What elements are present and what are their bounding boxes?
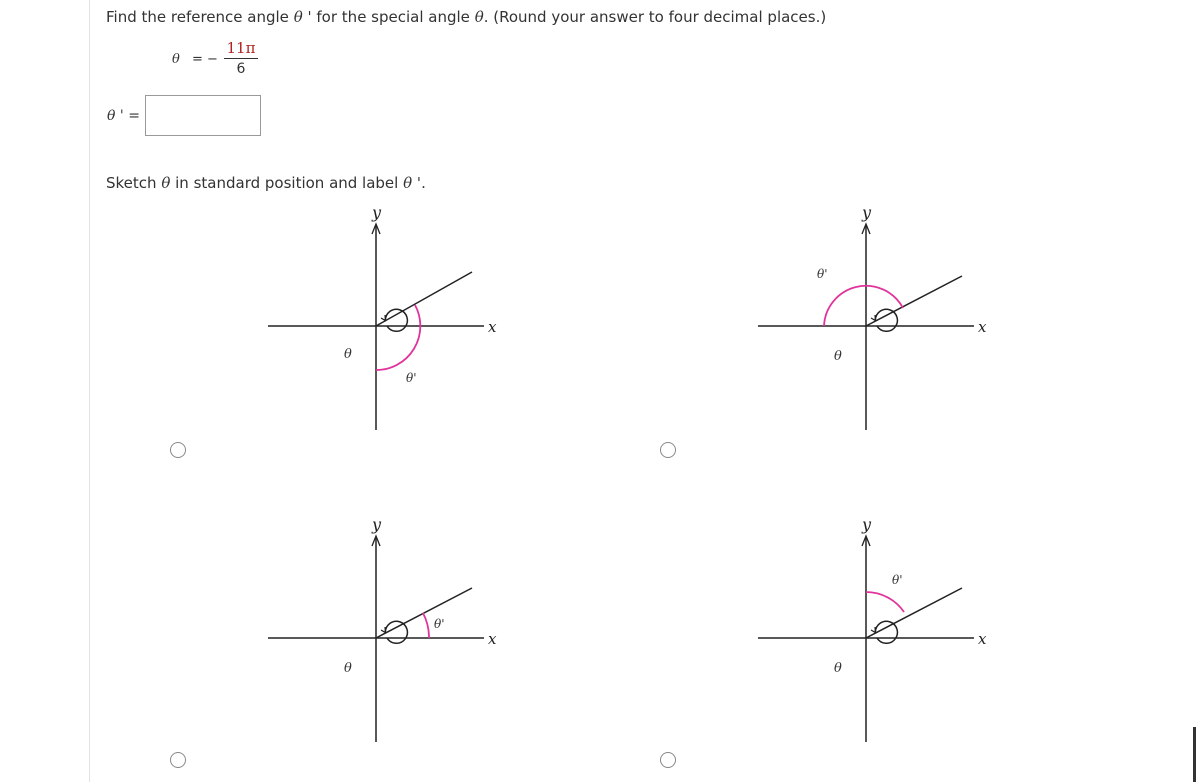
option-c-diagram xyxy=(260,510,510,750)
x-label: x xyxy=(978,318,987,336)
theta-arc xyxy=(385,621,407,643)
equation-equals: = xyxy=(192,52,203,67)
answer-input[interactable] xyxy=(145,95,261,136)
theta-prime-arc xyxy=(866,592,904,612)
sketch-text-3: . xyxy=(421,174,426,192)
question-prompt xyxy=(106,8,826,26)
option-d-diagram xyxy=(750,510,1000,750)
theta-prime-label: θ' xyxy=(892,573,903,587)
y-label: y xyxy=(372,203,382,222)
equation-fraction xyxy=(222,38,260,79)
terminal-side xyxy=(376,272,472,326)
theta-prime-label: θ' xyxy=(434,617,445,631)
x-label: x xyxy=(978,630,987,648)
option-a-radio[interactable] xyxy=(170,442,186,458)
prompt-text-3: . (Round your answer to four decimal places.) xyxy=(483,8,827,26)
theta-arc xyxy=(875,309,897,331)
sketch-instruction xyxy=(106,174,426,192)
x-label: x xyxy=(488,318,497,336)
theta-arc xyxy=(875,621,897,643)
theta-label: θ xyxy=(344,347,352,362)
x-label: x xyxy=(488,630,497,648)
theta-prime-arc xyxy=(824,286,903,326)
theta-arc-arrow xyxy=(871,315,875,321)
option-b-diagram xyxy=(750,198,1000,438)
sketch-text-2: in standard position and label xyxy=(175,174,399,192)
terminal-side xyxy=(866,276,962,326)
prompt-text-1: Find the reference angle xyxy=(106,8,289,26)
prompt-theta-prime: θ ' xyxy=(293,8,312,26)
answer-label xyxy=(107,108,140,124)
equation-theta: θ xyxy=(172,52,180,67)
terminal-side xyxy=(866,588,962,638)
theta-arc-arrow xyxy=(381,315,385,321)
option-d-radio[interactable] xyxy=(660,752,676,768)
equation-minus: − xyxy=(207,52,218,67)
theta-label: θ xyxy=(834,661,842,676)
theta-arc-arrow xyxy=(871,627,875,633)
theta-arc-arrow xyxy=(381,627,385,633)
prompt-theta: θ xyxy=(474,8,484,26)
sketch-text-1: Sketch xyxy=(106,174,157,192)
answer-label-theta: θ ' xyxy=(107,108,124,124)
prompt-text-2: for the special angle xyxy=(316,8,470,26)
y-label: y xyxy=(372,515,382,534)
answer-label-eq: = xyxy=(128,108,140,124)
option-c-radio[interactable] xyxy=(170,752,186,768)
sketch-theta: θ xyxy=(161,174,171,192)
theta-prime-label: θ' xyxy=(817,267,828,281)
theta-label: θ xyxy=(834,349,842,364)
theta-prime-arc xyxy=(423,613,429,638)
theta-label: θ xyxy=(344,661,352,676)
option-a-diagram xyxy=(260,198,510,438)
y-label: y xyxy=(862,203,872,222)
option-b-radio[interactable] xyxy=(660,442,676,458)
theta-arc xyxy=(385,309,407,331)
scrollbar-thumb[interactable] xyxy=(1193,727,1196,782)
theta-prime-label: θ' xyxy=(406,371,417,385)
sketch-theta-prime: θ ' xyxy=(403,174,422,192)
fraction-numerator: 11π xyxy=(226,39,256,57)
theta-prime-arc xyxy=(376,305,420,370)
y-label: y xyxy=(862,515,872,534)
fraction-denominator: 6 xyxy=(236,61,246,77)
